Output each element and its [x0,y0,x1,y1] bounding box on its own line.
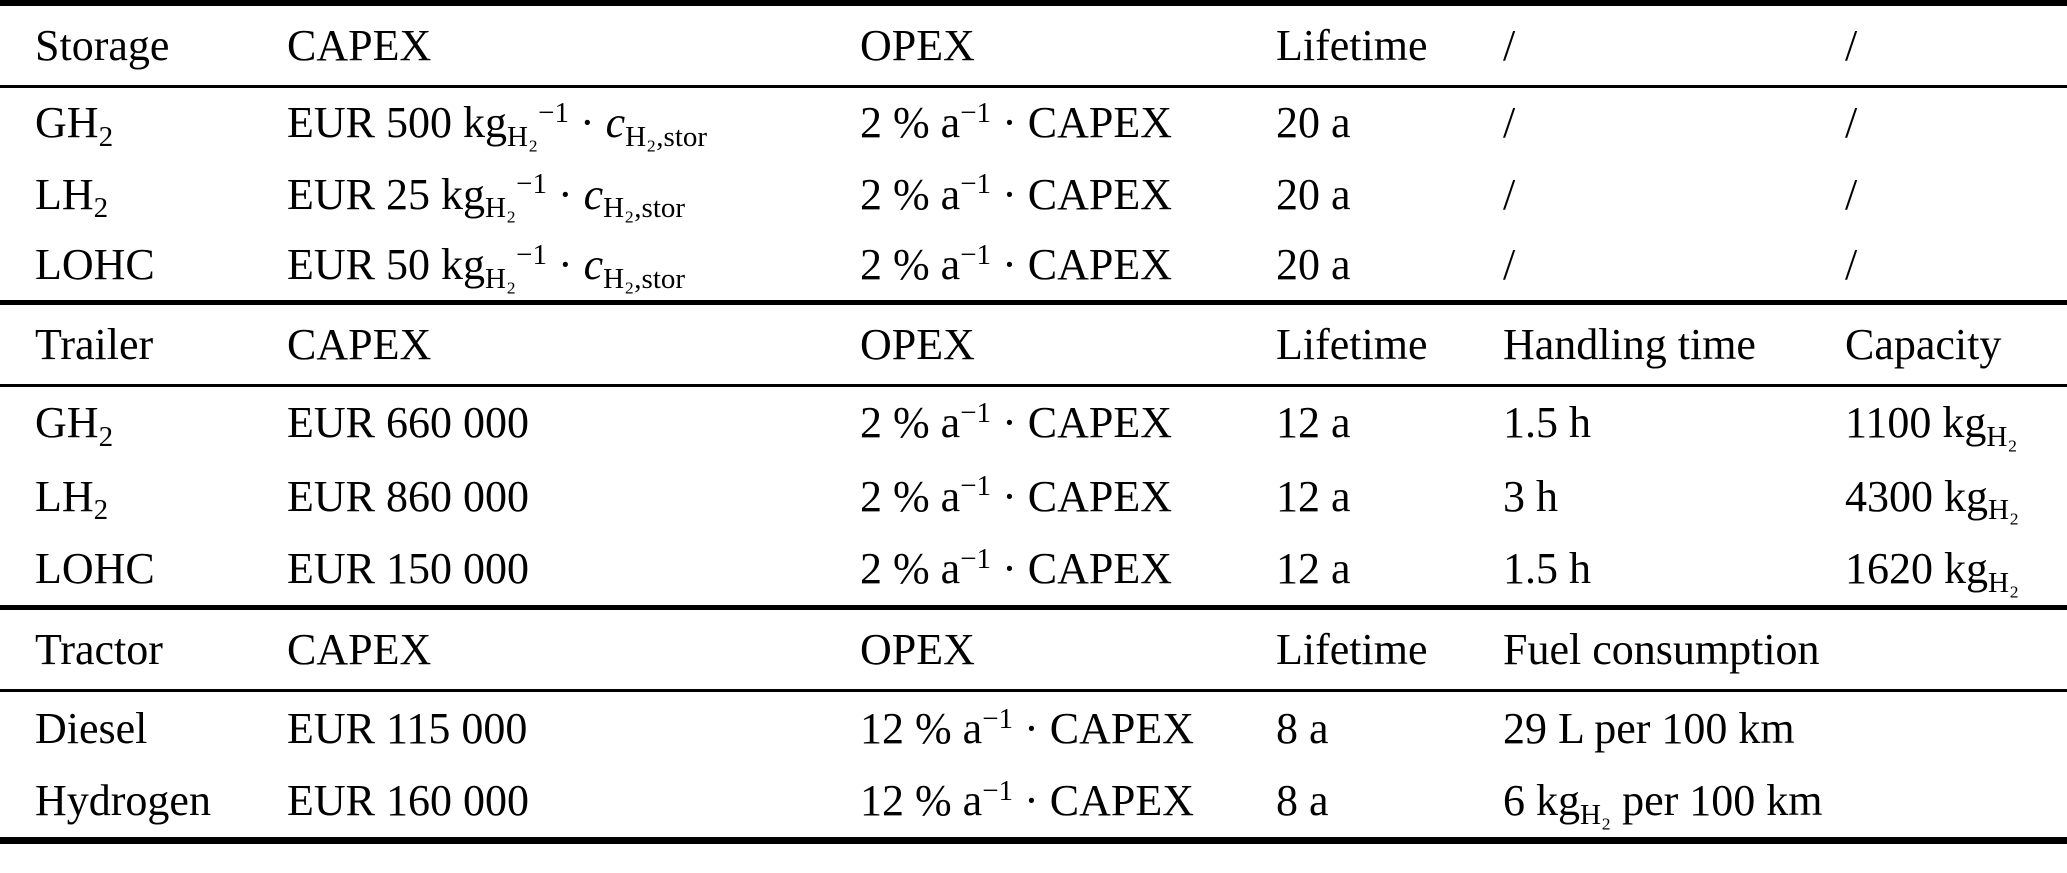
col-header-lifetime: Lifetime [1241,302,1468,385]
row-diesel-tractor [0,690,2067,765]
cell-fuel-consumption: 6 $kg_{H_2}$ per 100 km [1503,776,1823,831]
cell-lifetime: 20 a [1276,98,1351,148]
col-header-lifetime: Lifetime [1241,3,1468,86]
row-label: $GH_2$ [35,98,114,153]
col-header-capex: CAPEX [252,3,825,86]
cell-lifetime: 12 a [1276,544,1351,594]
row-label: $GH_2$ [35,398,114,453]
cell-lifetime: 8 a [1276,776,1329,826]
row-label: $LH_2$ [35,471,109,527]
col-header-capex: CAPEX [252,607,825,690]
col-header-handling-time: Handling time [1468,302,1810,385]
cell-lifetime: 20 a [1276,240,1351,290]
row-gh2-trailer [0,385,2067,459]
section-title-storage: Storage [0,3,252,86]
cell-lifetime: 12 a [1276,471,1351,521]
cell-capex: EUR 860 000 [287,471,529,521]
cell-capex: EUR 660 000 [287,398,529,448]
section-title-trailer: Trailer [0,302,252,385]
cell-slash: / [1503,98,1516,148]
col-header-fuel-consumption: Fuel consumption [1468,607,1810,690]
col-header-opex: OPEX [825,302,1241,385]
row-hydrogen-tractor [0,765,2067,840]
cell-capex: EUR 50 $kg_{H_2}^{-1} \cdot c_{H_2,stor}$ [287,239,686,295]
cell-slash: / [1845,169,1858,219]
cell-empty [1810,765,2067,840]
cell-opex: 2 % $a^{-1}$ · CAPEX [860,239,1172,290]
cell-capacity: 1100 $kg_{H_2}$ [1845,398,2018,453]
cell-handling-time: 3 h [1503,471,1558,521]
cell-capex: EUR 160 000 [287,776,529,826]
cell-slash: / [1845,98,1858,148]
row-lohc-trailer [0,533,2067,607]
col-header-capex: CAPEX [252,302,825,385]
row-label: Diesel [35,703,148,753]
cell-handling-time: 1.5 h [1503,398,1591,448]
section-storage [0,3,2067,302]
cell-capex: EUR 500 $kg_{H_2}^{-1} \cdot c_{H_2,stor}$ [287,97,708,153]
cell-slash: / [1845,240,1858,290]
col-header-lifetime: Lifetime [1241,607,1468,690]
cell-lifetime: 8 a [1276,703,1329,753]
cell-capex: EUR 150 000 [287,544,529,594]
cell-handling-time: 1.5 h [1503,544,1591,594]
cell-empty [1810,690,2067,765]
cell-opex: 2 % $a^{-1}$ · CAPEX [860,168,1172,219]
section-header-row [0,607,2067,690]
row-lohc-storage [0,230,2067,302]
section-header-row [0,302,2067,385]
section-tractor [0,607,2067,840]
cell-capex: EUR 115 000 [287,703,528,753]
section-header-row [0,3,2067,86]
row-lh2-trailer [0,459,2067,533]
cell-opex: 2 % $a^{-1}$ · CAPEX [860,543,1172,594]
cell-opex: 12 % $a^{-1}$ · CAPEX [860,775,1194,826]
cell-opex: 2 % $a^{-1}$ · CAPEX [860,97,1172,148]
cell-capacity: 1620 $kg_{H_2}$ [1845,544,2020,599]
cell-lifetime: 20 a [1276,169,1351,219]
cell-slash: / [1503,169,1516,219]
cell-capacity: 4300 $kg_{H_2}$ [1845,471,2020,527]
col-header-opex: OPEX [825,3,1241,86]
col-header-slash: / [1468,3,1810,86]
cell-opex: 2 % $a^{-1}$ · CAPEX [860,470,1172,521]
cell-opex: 12 % $a^{-1}$ · CAPEX [860,702,1194,753]
cell-capex: EUR 25 $kg_{H_2}^{-1} \cdot c_{H_2,stor}$ [287,168,686,225]
section-title-tractor: Tractor [0,607,252,690]
row-gh2-storage [0,86,2067,158]
row-label: $LH_2$ [35,169,109,225]
col-header-opex: OPEX [825,607,1241,690]
row-label: LOHC [35,240,155,290]
section-trailer [0,302,2067,607]
col-header-slash: / [1810,3,2067,86]
row-label: LOHC [35,544,155,594]
col-header-empty [1810,607,2067,690]
cell-lifetime: 12 a [1276,398,1351,448]
cell-slash: / [1503,240,1516,290]
cell-opex: 2 % $a^{-1}$ · CAPEX [860,397,1172,448]
cell-fuel-consumption: 29 L per 100 km [1503,703,1795,753]
row-label: Hydrogen [35,776,211,826]
row-lh2-storage [0,158,2067,230]
col-header-capacity: Capacity [1810,302,2067,385]
